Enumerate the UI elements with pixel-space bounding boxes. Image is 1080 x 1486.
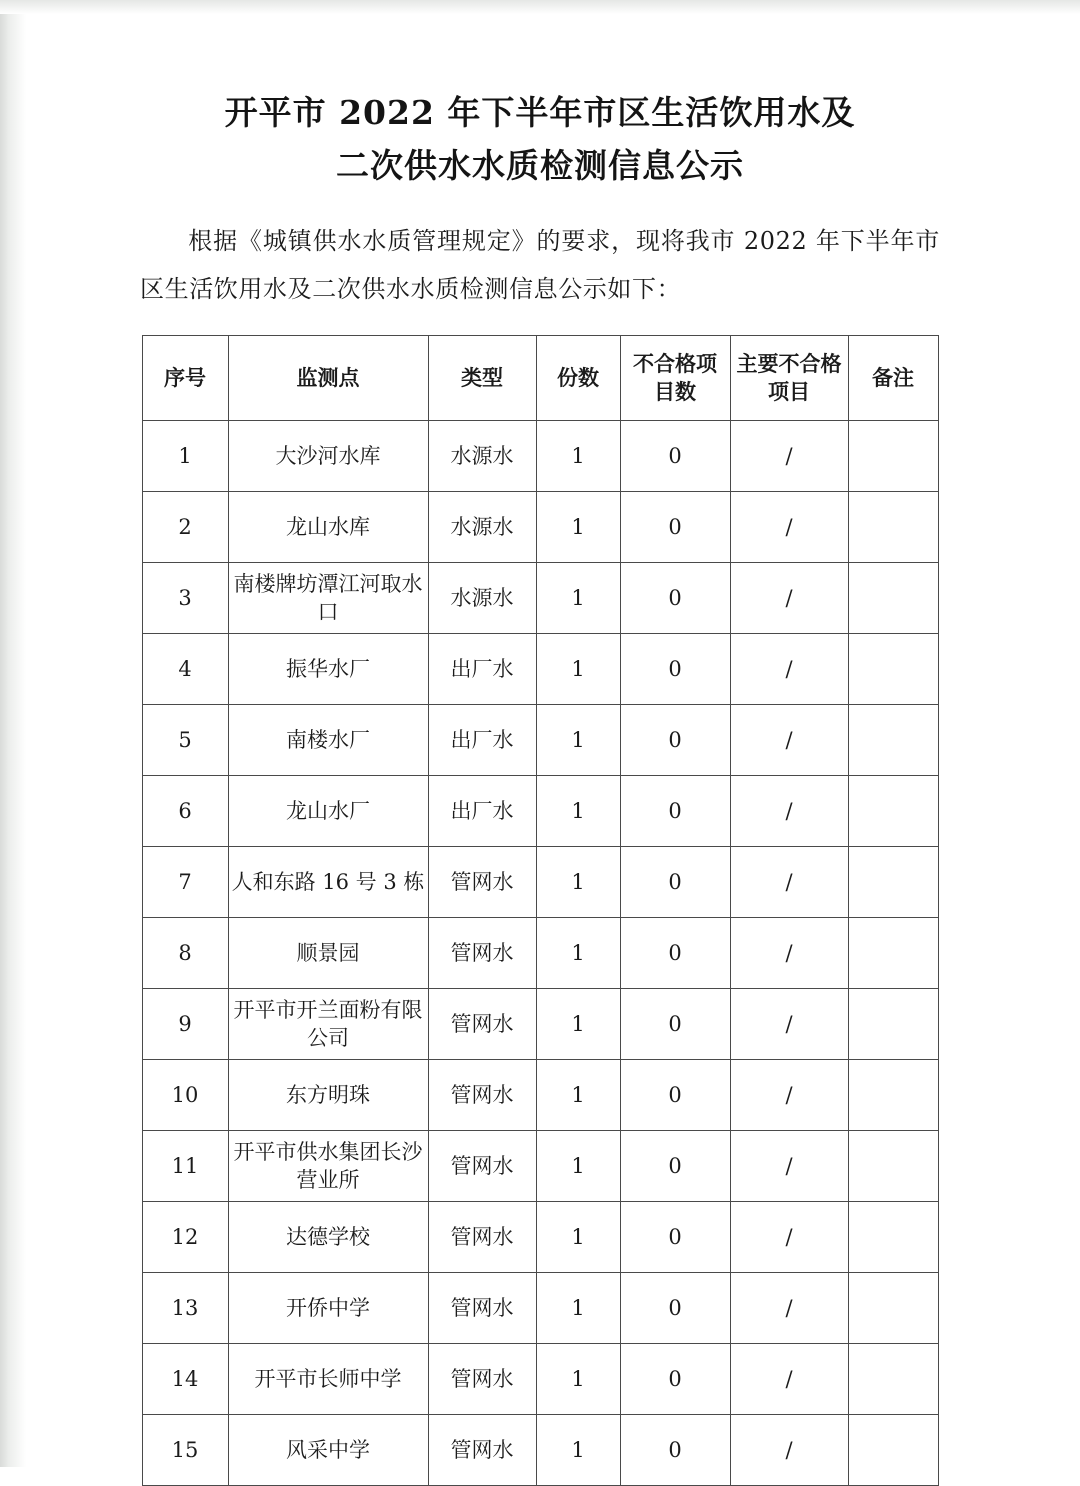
cell-fail-count: 0 bbox=[620, 1414, 730, 1485]
cell-fail-count: 0 bbox=[620, 1059, 730, 1130]
column-header-no: 序号 bbox=[142, 335, 228, 420]
cell-fail-count: 0 bbox=[620, 633, 730, 704]
cell-remark bbox=[848, 1272, 938, 1343]
cell-fail-count: 0 bbox=[620, 704, 730, 775]
cell-remark bbox=[848, 420, 938, 491]
table-row bbox=[142, 988, 938, 1059]
cell-type: 出厂水 bbox=[428, 633, 536, 704]
cell-main-fail: / bbox=[730, 988, 848, 1059]
cell-point: 开平市供水集团长沙营业所 bbox=[228, 1130, 428, 1201]
cell-remark bbox=[848, 1414, 938, 1485]
cell-type: 管网水 bbox=[428, 988, 536, 1059]
cell-point: 东方明珠 bbox=[228, 1059, 428, 1130]
cell-point: 南楼牌坊潭江河取水口 bbox=[228, 562, 428, 633]
cell-count: 1 bbox=[536, 1130, 620, 1201]
cell-count: 1 bbox=[536, 988, 620, 1059]
column-header-point: 监测点 bbox=[228, 335, 428, 420]
cell-count: 1 bbox=[536, 1272, 620, 1343]
table-row bbox=[142, 1059, 938, 1130]
cell-main-fail: / bbox=[730, 917, 848, 988]
table-row bbox=[142, 1414, 938, 1485]
cell-fail-count: 0 bbox=[620, 1343, 730, 1414]
cell-count: 1 bbox=[536, 562, 620, 633]
cell-type: 水源水 bbox=[428, 491, 536, 562]
column-header-remark: 备注 bbox=[848, 335, 938, 420]
cell-no: 1 bbox=[142, 420, 228, 491]
cell-type: 管网水 bbox=[428, 846, 536, 917]
cell-count: 1 bbox=[536, 1343, 620, 1414]
cell-remark bbox=[848, 1059, 938, 1130]
cell-main-fail: / bbox=[730, 1414, 848, 1485]
cell-fail-count: 0 bbox=[620, 420, 730, 491]
cell-main-fail: / bbox=[730, 1201, 848, 1272]
column-header-count: 份数 bbox=[536, 335, 620, 420]
cell-no: 2 bbox=[142, 491, 228, 562]
cell-no: 4 bbox=[142, 633, 228, 704]
column-header-type: 类型 bbox=[428, 335, 536, 420]
cell-remark bbox=[848, 1201, 938, 1272]
column-header-main-fail: 主要不合格项目 bbox=[730, 335, 848, 420]
cell-no: 11 bbox=[142, 1130, 228, 1201]
table-row bbox=[142, 420, 938, 491]
table-body bbox=[142, 420, 938, 1485]
cell-remark bbox=[848, 1343, 938, 1414]
cell-point: 开平市开兰面粉有限公司 bbox=[228, 988, 428, 1059]
cell-remark bbox=[848, 846, 938, 917]
cell-remark bbox=[848, 704, 938, 775]
intro-text: 根据《城镇供水水质管理规定》的要求，现将我市 2022 年下半年市区生活饮用水及二次供水水质检测信息公示如下： bbox=[140, 226, 940, 303]
page-title-line-2: 二次供水水质检测信息公示 bbox=[336, 146, 744, 186]
cell-no: 8 bbox=[142, 917, 228, 988]
cell-fail-count: 0 bbox=[620, 562, 730, 633]
table-row bbox=[142, 1272, 938, 1343]
cell-no: 12 bbox=[142, 1201, 228, 1272]
cell-count: 1 bbox=[536, 491, 620, 562]
column-header-fail-count: 不合格项目数 bbox=[620, 335, 730, 420]
cell-no: 15 bbox=[142, 1414, 228, 1485]
intro-paragraph bbox=[140, 217, 940, 313]
cell-fail-count: 0 bbox=[620, 1272, 730, 1343]
table-row bbox=[142, 917, 938, 988]
table-row bbox=[142, 775, 938, 846]
cell-no: 9 bbox=[142, 988, 228, 1059]
cell-count: 1 bbox=[536, 704, 620, 775]
cell-remark bbox=[848, 775, 938, 846]
cell-type: 出厂水 bbox=[428, 704, 536, 775]
cell-main-fail: / bbox=[730, 562, 848, 633]
page-title-line-1: 开平市 2022 年下半年市区生活饮用水及 bbox=[224, 93, 856, 132]
cell-main-fail: / bbox=[730, 420, 848, 491]
cell-main-fail: / bbox=[730, 1130, 848, 1201]
cell-main-fail: / bbox=[730, 775, 848, 846]
cell-remark bbox=[848, 633, 938, 704]
cell-fail-count: 0 bbox=[620, 491, 730, 562]
cell-type: 管网水 bbox=[428, 1130, 536, 1201]
cell-no: 13 bbox=[142, 1272, 228, 1343]
cell-no: 14 bbox=[142, 1343, 228, 1414]
cell-remark bbox=[848, 1130, 938, 1201]
cell-type: 管网水 bbox=[428, 917, 536, 988]
cell-point: 大沙河水库 bbox=[228, 420, 428, 491]
cell-remark bbox=[848, 491, 938, 562]
cell-no: 3 bbox=[142, 562, 228, 633]
water-quality-table bbox=[142, 335, 939, 1486]
table-row bbox=[142, 1130, 938, 1201]
cell-remark bbox=[848, 562, 938, 633]
cell-point: 人和东路 16 号 3 栋 bbox=[228, 846, 428, 917]
cell-main-fail: / bbox=[730, 1343, 848, 1414]
cell-type: 水源水 bbox=[428, 420, 536, 491]
cell-fail-count: 0 bbox=[620, 988, 730, 1059]
cell-count: 1 bbox=[536, 775, 620, 846]
cell-main-fail: / bbox=[730, 1272, 848, 1343]
cell-no: 7 bbox=[142, 846, 228, 917]
table-row bbox=[142, 633, 938, 704]
table-row bbox=[142, 704, 938, 775]
table-row bbox=[142, 1343, 938, 1414]
cell-type: 管网水 bbox=[428, 1414, 536, 1485]
cell-count: 1 bbox=[536, 420, 620, 491]
page-title bbox=[0, 0, 1080, 193]
cell-point: 开侨中学 bbox=[228, 1272, 428, 1343]
cell-fail-count: 0 bbox=[620, 1201, 730, 1272]
cell-point: 开平市长师中学 bbox=[228, 1343, 428, 1414]
cell-no: 10 bbox=[142, 1059, 228, 1130]
cell-no: 5 bbox=[142, 704, 228, 775]
cell-count: 1 bbox=[536, 633, 620, 704]
cell-fail-count: 0 bbox=[620, 1130, 730, 1201]
cell-main-fail: / bbox=[730, 1059, 848, 1130]
cell-type: 管网水 bbox=[428, 1201, 536, 1272]
cell-main-fail: / bbox=[730, 704, 848, 775]
cell-remark bbox=[848, 988, 938, 1059]
cell-point: 顺景园 bbox=[228, 917, 428, 988]
cell-count: 1 bbox=[536, 917, 620, 988]
table-row bbox=[142, 846, 938, 917]
cell-type: 管网水 bbox=[428, 1059, 536, 1130]
cell-main-fail: / bbox=[730, 491, 848, 562]
cell-count: 1 bbox=[536, 846, 620, 917]
cell-main-fail: / bbox=[730, 846, 848, 917]
cell-point: 龙山水厂 bbox=[228, 775, 428, 846]
table-row bbox=[142, 1201, 938, 1272]
cell-remark bbox=[848, 917, 938, 988]
table-header bbox=[142, 335, 938, 420]
cell-fail-count: 0 bbox=[620, 917, 730, 988]
cell-type: 出厂水 bbox=[428, 775, 536, 846]
cell-point: 南楼水厂 bbox=[228, 704, 428, 775]
cell-no: 6 bbox=[142, 775, 228, 846]
cell-fail-count: 0 bbox=[620, 846, 730, 917]
cell-fail-count: 0 bbox=[620, 775, 730, 846]
cell-count: 1 bbox=[536, 1414, 620, 1485]
table-header-row bbox=[142, 335, 938, 420]
cell-point: 达德学校 bbox=[228, 1201, 428, 1272]
cell-main-fail: / bbox=[730, 633, 848, 704]
cell-point: 龙山水库 bbox=[228, 491, 428, 562]
cell-type: 水源水 bbox=[428, 562, 536, 633]
table-row bbox=[142, 491, 938, 562]
table-row bbox=[142, 562, 938, 633]
cell-type: 管网水 bbox=[428, 1272, 536, 1343]
cell-point: 风采中学 bbox=[228, 1414, 428, 1485]
cell-point: 振华水厂 bbox=[228, 633, 428, 704]
cell-count: 1 bbox=[536, 1059, 620, 1130]
cell-count: 1 bbox=[536, 1201, 620, 1272]
cell-type: 管网水 bbox=[428, 1343, 536, 1414]
